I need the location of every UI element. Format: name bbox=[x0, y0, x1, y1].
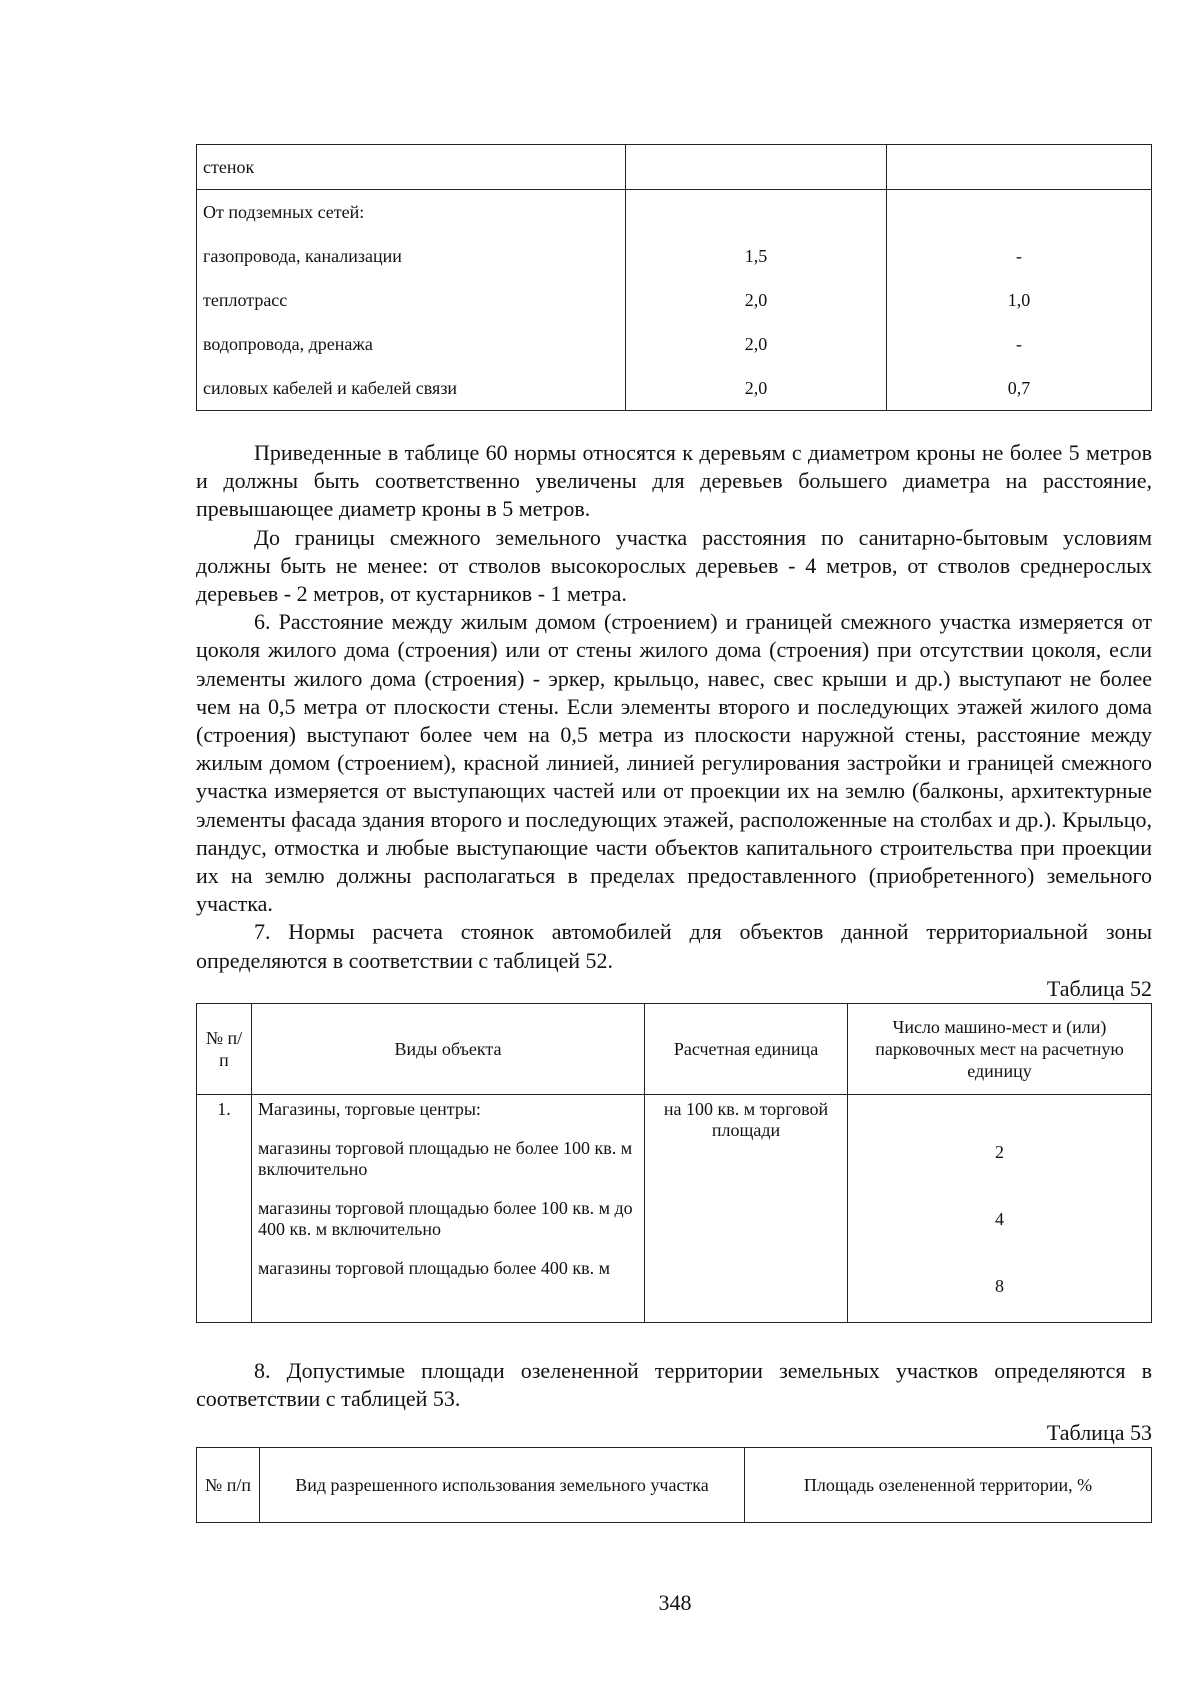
group-header: От подземных сетей: bbox=[203, 202, 365, 222]
group-row-value: 2,0 bbox=[744, 290, 768, 310]
page-number: 348 bbox=[658, 1590, 692, 1615]
paragraph: 7. Нормы расчета стоянок автомобилей для объектов данной территориальной зоны определяются в соответствии с таблицей 52. bbox=[196, 919, 1152, 973]
col-header-unit: Расчетная единица bbox=[645, 1003, 848, 1094]
col-header-green-area: Площадь озелененной территории, % bbox=[745, 1448, 1152, 1523]
row-value-2 bbox=[887, 145, 1152, 190]
group-row-value: - bbox=[1016, 246, 1022, 266]
row-number: 1. bbox=[197, 1094, 252, 1322]
table-header-row bbox=[197, 1448, 1152, 1523]
table52-caption: Таблица 52 bbox=[1046, 975, 1152, 1001]
table-header-row bbox=[197, 1003, 1152, 1094]
paragraph: Приведенные в таблице 60 нормы относятся к деревьям с диаметром кроны не более 5 метров и должны быть соответственно увеличены для деревьев большего диаметра на расстояние, превышающее диаметр кроны в 5 метров. bbox=[196, 440, 1152, 522]
col-header-number: № п/п bbox=[197, 1448, 260, 1523]
group-row-value: 1,5 bbox=[744, 246, 768, 266]
object-item: магазины торговой площадью не более 100 кв. м включительно bbox=[258, 1137, 633, 1179]
paragraph: 6. Расстояние между жилым домом (строением) и границей смежного участка измеряется от цоколя жилого дома (строения) или от стены жилого дома (строения) при отсутствии цоколя, если элементы жилого дома (строения) - эркер, крыльцо, навес, свес крыши и др.) выступают не более чем на 0,5 метра от плоскости стены. Если элементы второго и последующих этажей жилого дома (строения) выступают более чем на 0,5 метра из плоскости наружной стены, расстояние между жилым домом (строением), красной линией, линией регулирования застройки и границей смежного участка измеряется от выступающих частей или от проекции их на землю (балконы, архитектурные элементы фасада здания второго и последующих этажей, расположенные на столбах и др.). Крыльцо, пандус, отмостка и любые выступающие части объектов капитального строительства при проекции их на землю должны располагаться в пределах предоставленного (приобретенного) земельного участка. bbox=[196, 609, 1152, 917]
object-item: магазины торговой площадью более 400 кв. м bbox=[258, 1257, 610, 1278]
group-row-label: силовых кабелей и кабелей связи bbox=[203, 378, 458, 398]
distance-table-continuation bbox=[196, 144, 1152, 411]
row-label: стенок bbox=[197, 145, 626, 190]
body-text bbox=[196, 439, 1152, 975]
col-header-land-use: Вид разрешенного использования земельного участка bbox=[260, 1448, 745, 1523]
group-values-1 bbox=[626, 190, 887, 411]
parking-table bbox=[196, 1003, 1152, 1323]
group-row-label: водопровода, дренажа bbox=[203, 334, 373, 354]
col-header-object-type: Виды объекта bbox=[252, 1003, 645, 1094]
parking-value: 8 bbox=[995, 1275, 1004, 1296]
group-row-label: теплотрасс bbox=[203, 290, 288, 310]
group-labels bbox=[197, 190, 626, 411]
row-title: Магазины, торговые центры: bbox=[258, 1098, 481, 1119]
table-row-group bbox=[197, 190, 1152, 411]
paragraph: До границы смежного земельного участка расстояния по санитарно-бытовым условиям должны быть не менее: от стволов высокорослых деревьев - 4 метров, от стволов среднерослых деревьев - 2 метров, от кустарников - 1 метра. bbox=[196, 524, 1152, 607]
table-row bbox=[197, 145, 1152, 190]
row-value-1 bbox=[626, 145, 887, 190]
group-row-label: газопровода, канализации bbox=[203, 246, 402, 266]
group-row-value: 0,7 bbox=[1007, 378, 1031, 398]
col-header-number: № п/п bbox=[197, 1003, 252, 1094]
group-row-value: 2,0 bbox=[744, 378, 768, 398]
parking-value: 2 bbox=[995, 1141, 1004, 1162]
group-row-value: - bbox=[1016, 334, 1022, 354]
group-values-2 bbox=[887, 190, 1152, 411]
table53-caption: Таблица 53 bbox=[1046, 1420, 1152, 1446]
group-row-value: 1,0 bbox=[1007, 290, 1031, 310]
document-page bbox=[196, 144, 1152, 1523]
row-unit: на 100 кв. м торговой площади bbox=[645, 1094, 848, 1322]
table-row bbox=[197, 1094, 1152, 1322]
object-item: магазины торговой площадью более 100 кв. м до 400 кв. м включительно bbox=[258, 1197, 633, 1239]
green-area-table bbox=[196, 1447, 1152, 1523]
group-row-value: 2,0 bbox=[744, 334, 768, 354]
col-header-parking-count: Число машино-мест и (или) парковочных мест на расчетную единицу bbox=[848, 1003, 1152, 1094]
parking-value: 4 bbox=[995, 1208, 1004, 1229]
body-text-8 bbox=[196, 1357, 1152, 1413]
row-values bbox=[848, 1094, 1152, 1322]
row-object-types bbox=[252, 1094, 645, 1322]
paragraph: 8. Допустимые площади озелененной территории земельных участков определяются в соответствии с таблицей 53. bbox=[196, 1357, 1152, 1412]
